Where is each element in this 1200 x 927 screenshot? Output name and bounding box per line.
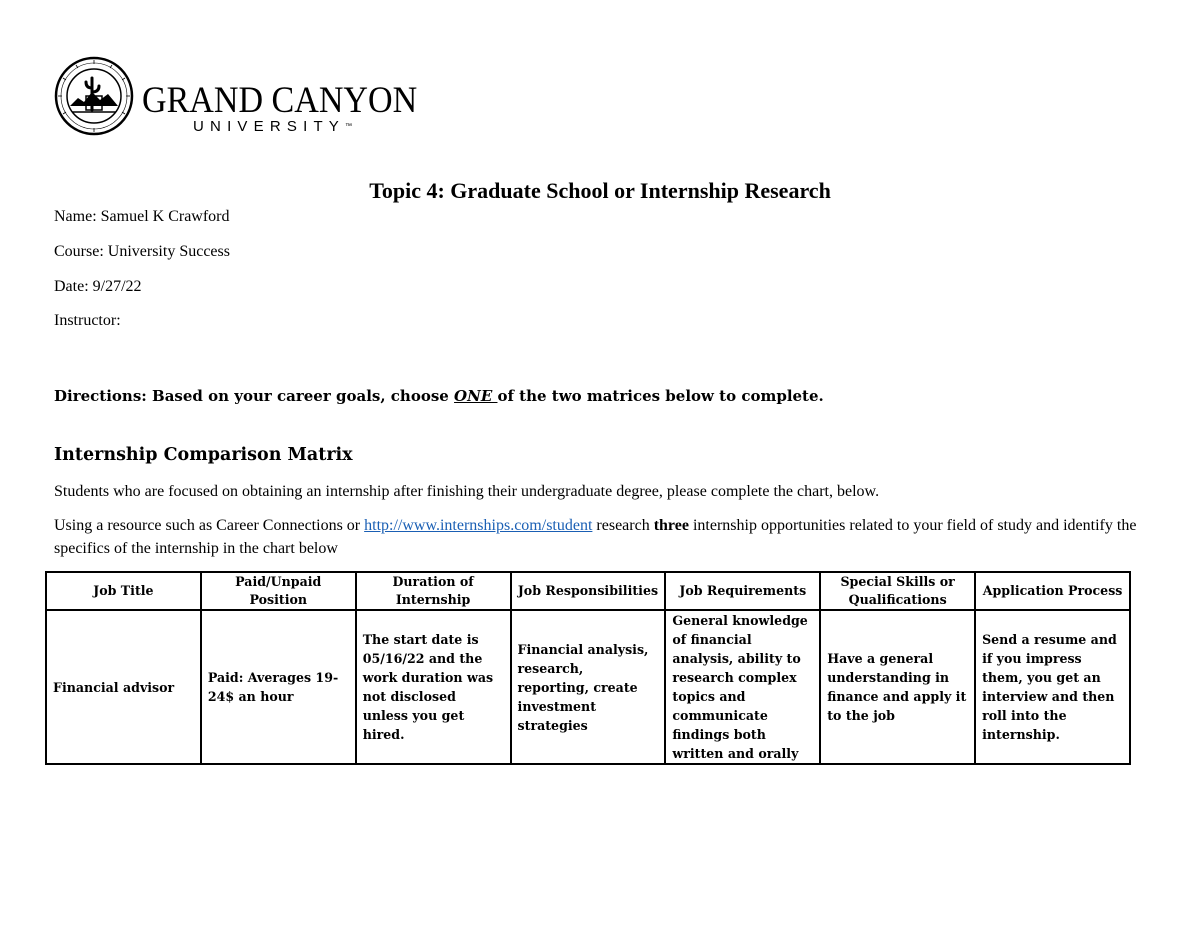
cell-responsibilities: Financial analysis, research, reporting, create investment strategies xyxy=(511,610,666,764)
header-application-process: Application Process xyxy=(975,572,1130,610)
cell-requirements: General knowledge of financial analysis, ability to research complex topics and communicate findings both written and orally xyxy=(665,610,820,764)
header-requirements: Job Requirements xyxy=(665,572,820,610)
cell-duration: The start date is 05/16/22 and the work duration was not disclosed unless you get hired. xyxy=(356,610,511,764)
instructions-paragraph xyxy=(54,514,1144,560)
instructor-field: Instructor: xyxy=(54,312,121,329)
cell-special-skills: Have a general understanding in finance and apply it to the job xyxy=(820,610,975,764)
logo-subtitle-text: UNIVERSITY xyxy=(193,118,346,135)
instructions-bold: three xyxy=(653,517,689,534)
header-duration: Duration of Internship xyxy=(356,572,511,610)
header-job-title: Job Title xyxy=(46,572,201,610)
logo-trademark: ™ xyxy=(345,123,353,130)
directions-suffix: of the two matrices below to complete. xyxy=(497,387,824,405)
intro-paragraph: Students who are focused on obtaining an internship after finishing their undergraduate degree, please complete the chart, below. xyxy=(54,483,880,500)
directions-text xyxy=(54,386,824,406)
internship-comparison-table xyxy=(45,571,1131,765)
header-responsibilities: Job Responsibilities xyxy=(511,572,666,610)
logo-wordmark: GRAND CANYON xyxy=(142,80,418,121)
instructions-prefix: Using a resource such as Career Connections or xyxy=(54,517,365,534)
directions-emphasis: ONE xyxy=(454,387,498,405)
internships-link[interactable]: http://www.internships.com/student xyxy=(364,517,593,534)
page-title: Topic 4: Graduate School or Internship Research xyxy=(369,178,831,203)
directions-prefix: Directions: Based on your career goals, choose xyxy=(54,387,455,405)
university-seal-icon xyxy=(54,56,134,136)
logo-subtitle xyxy=(193,119,352,135)
cell-job-title: Financial advisor xyxy=(46,610,201,764)
instructions-middle: research xyxy=(592,517,654,534)
table-row xyxy=(46,610,1130,764)
course-field: Course: University Success xyxy=(54,243,230,260)
date-field: Date: 9/27/22 xyxy=(54,278,142,295)
cell-paid-unpaid: Paid: Averages 19-24$ an hour xyxy=(201,610,356,764)
section-heading: Internship Comparison Matrix xyxy=(54,445,353,465)
table-header-row xyxy=(46,572,1130,610)
instructions-suffix: internship opportunities related to your field of study and identify the specifics of the internship in the chart below xyxy=(54,517,1137,557)
header-paid-unpaid: Paid/Unpaid Position xyxy=(201,572,356,610)
university-logo xyxy=(54,56,434,136)
cell-application-process: Send a resume and if you impress them, you get an interview and then roll into the internship. xyxy=(975,610,1130,764)
header-special-skills: Special Skills or Qualifications xyxy=(820,572,975,610)
name-field: Name: Samuel K Crawford xyxy=(54,208,230,225)
